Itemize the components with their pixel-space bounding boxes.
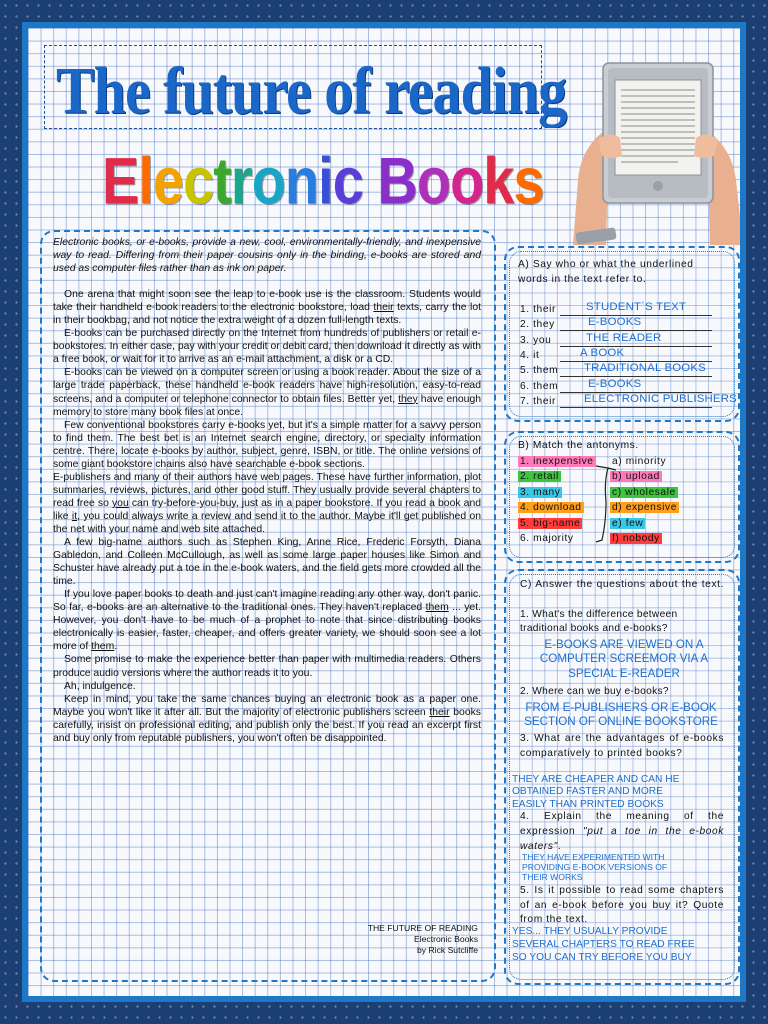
article-paragraph: Some promise to make the experience better than paper with multimedia readers. Others produce audio versions where the author reads it to you.	[53, 654, 481, 679]
answer-line	[560, 407, 712, 408]
antonym-left-item: 4. download	[520, 502, 582, 514]
antonym-right-item: a) minority	[612, 456, 667, 467]
article-paragraph: E-books can be viewed on a computer screen or using a book reader. About the size of a large trade paperback, these handheld e-book readers have high-resolution, easy-to-read screens, and a computer or telephone connector to obtain files. Better yet, they have enough memory to store many book files at once.	[53, 367, 482, 418]
article-paragraph: Keep in mind, you take the same chances buying an electronic book as a paper one. Maybe you won't like it after all. But the majority of electronic publishers screen their books carefully, insist on professional editing, and publish only the best. If you read an excerpt first and buy only from reputable publishers, you won't often be disappointed.	[53, 693, 481, 744]
exercise-a-answer: STUDENT´S TEXT	[586, 301, 687, 313]
article-intro: Electronic books, or e-books, provide a new, cool, environmentally-friendly, and inexpensive way to read. Differing from their paper cousins only in the binding, e-books are stored and used as computer files rather than as ink on paper.	[53, 237, 481, 275]
article-paragraph: If you love paper books to death and just can't imagine reading any other way, don't panic. So far, e-books are an alternative to the traditional ones. They haven't replaced them ... yet. However, you don't have to be much of a prophet to note that since distributing books electronically is easier, faster, cheaper, and offers greater variety, we should soon see a lot more of them.	[53, 589, 481, 653]
question-1: 1. What's the difference between traditional books and e-books?	[520, 609, 678, 634]
answer-4: THEY HAVE EXPERIMENTED WITH PROVIDING E-BOOK VERSIONS OF THEIR WORKS	[522, 852, 668, 883]
exercise-a-answer: ELECTRONIC PUBLISHERS	[584, 392, 737, 405]
credit-title: THE FUTURE OF READING	[367, 923, 478, 933]
exercise-a-item-label: 2. they	[520, 319, 555, 331]
exercise-a-answer: E-BOOKS	[588, 316, 642, 329]
answer-1: E-BOOKS ARE VIEWED ON A COMPUTER SCREEMOR VIA A SPECIAL E-READER	[539, 638, 709, 680]
answer-3: THEY ARE CHEAPER AND CAN HE OBTAINED FASTER AND MORE EASILY THAN PRINTED BOOKS	[512, 774, 680, 810]
underlined-word: them	[91, 641, 115, 653]
article-paragraph: Few conventional bookstores carry e-books yet, but it's a simple matter for a savvy person to find them. The best bet is an Internet search engine, directory, or specialty information centre. There, locate e-books by author, subject, genre, ISBN, or title. The online versions of some giant bookstore chains also have searchable e-book sections.	[53, 419, 481, 470]
exercise-a-item-label: 1. their	[520, 304, 556, 315]
article-paragraph: E-publishers and many of their authors have web pages. These have further information, plot summaries, reviews, pictures, and other good stuff. They usually provide several chapters to read free so you can try-before-you-buy, just as in a paper bookstore. If you read a book and like it, you could always write a review and send it to the author. Maybe it'll get published on the net with your name and web site attached.	[53, 471, 481, 535]
exercise-a-item-label: 7. their	[520, 395, 556, 407]
exercise-a-item-label: 4. it	[520, 349, 540, 361]
underlined-word: their	[429, 706, 450, 718]
underlined-word: you	[111, 497, 129, 509]
antonym-left-item: 2. retail	[520, 471, 559, 483]
question-2: 2. Where can we buy e-books?	[520, 686, 669, 697]
exercise-a-answer: A BOOK	[580, 346, 625, 359]
underlined-word: it	[71, 510, 78, 522]
question-3: 3. What are the advantages of e-books comparatively to printed books?	[520, 733, 724, 759]
article-credit	[328, 923, 478, 956]
exercise-a-item-label: 3. you	[520, 334, 552, 346]
article-body	[53, 236, 481, 745]
antonym-right-item: b) upload	[612, 471, 660, 483]
article-paragraph: One arena that might soon see the leap to e-book use is the classroom. Students would take their handheld e-book readers to the electronic bookstore, load their texts, carry the lot in their bookbag, and not notice the extra weight of a dozen full-length texts.	[53, 289, 481, 327]
exercise-b-instruction: B) Match the antonyms.	[518, 440, 639, 451]
antonym-right-item: e) few	[612, 517, 644, 529]
article-paragraph: A few big-name authors such as Stephen King, Anne Rice, Frederic Forsyth, Diana Gabledon, and Colleen McCullough, as well as some large paper houses like Simon and Schuster have already put a toe in the e-book waters, and the field gets more crowded all the time.	[53, 537, 481, 588]
antonym-right-item: d) expensive	[612, 502, 677, 514]
exercise-a-answer: THE READER	[586, 331, 662, 344]
answer-5: YES... THEY USUALLY PROVIDE SEVERAL CHAPTERS TO READ FREE SO YOU CAN TRY BEFORE YOU BUY	[512, 926, 695, 963]
question-5: 5. Is it possible to read some chapters of an e-book before you buy it? Quote from the text.	[520, 885, 724, 926]
question-4: 4. Explain the meaning of the expression "put a toe in the e-book waters".	[520, 811, 724, 852]
underlined-word: them	[425, 602, 449, 614]
article-paragraph: E-books can be purchased directly on the Internet from hundreds of publishers or retail e-bookstores. In either case, pay with your credit or debit card, then download it directly as with a free book, or wait for it to arrive as an e-mail attachment, a disk or a CD.	[53, 328, 481, 366]
antonym-right-item: c) wholesale	[612, 486, 676, 498]
antonym-left-item: 3. many	[520, 486, 561, 498]
answer-2: FROM E-PUBLISHERS OR E-BOOK SECTION OF ONLINE BOOKSTORE	[524, 701, 718, 728]
exercise-a-item-label: 6. them	[520, 380, 559, 392]
matching-bracket-lines	[594, 462, 618, 546]
credit-subtitle: Electronic Books	[413, 934, 478, 944]
article-paragraph: Ah, indulgence.	[64, 680, 136, 692]
exercise-c-instruction: C) Answer the questions about the text.	[520, 579, 724, 590]
antonym-right-item: f) nobody	[612, 533, 660, 544]
antonym-left-item: 6. majority	[520, 533, 574, 544]
page-subtitle: Electronic Books	[102, 143, 544, 218]
page-title: The future of reading	[56, 53, 567, 128]
antonym-left-item: 5. big-name	[520, 517, 581, 529]
exercise-a-answer: TRADITIONAL BOOKS	[584, 362, 706, 375]
exercise-a-item-label: 5. them	[520, 365, 559, 377]
underlined-word: their	[373, 302, 394, 314]
underlined-word: they	[398, 393, 418, 405]
credit-author: by Rick Sutcliffe	[417, 945, 478, 955]
exercise-a-instruction: A) Say who or what the underlined words in the text refer to.	[518, 259, 694, 285]
worksheet-page	[22, 22, 746, 1002]
antonym-left-item: 1. inexpensive	[520, 456, 594, 467]
exercise-a-answer: E-BOOKS	[588, 377, 642, 390]
ereader-in-hands-image	[568, 60, 743, 245]
